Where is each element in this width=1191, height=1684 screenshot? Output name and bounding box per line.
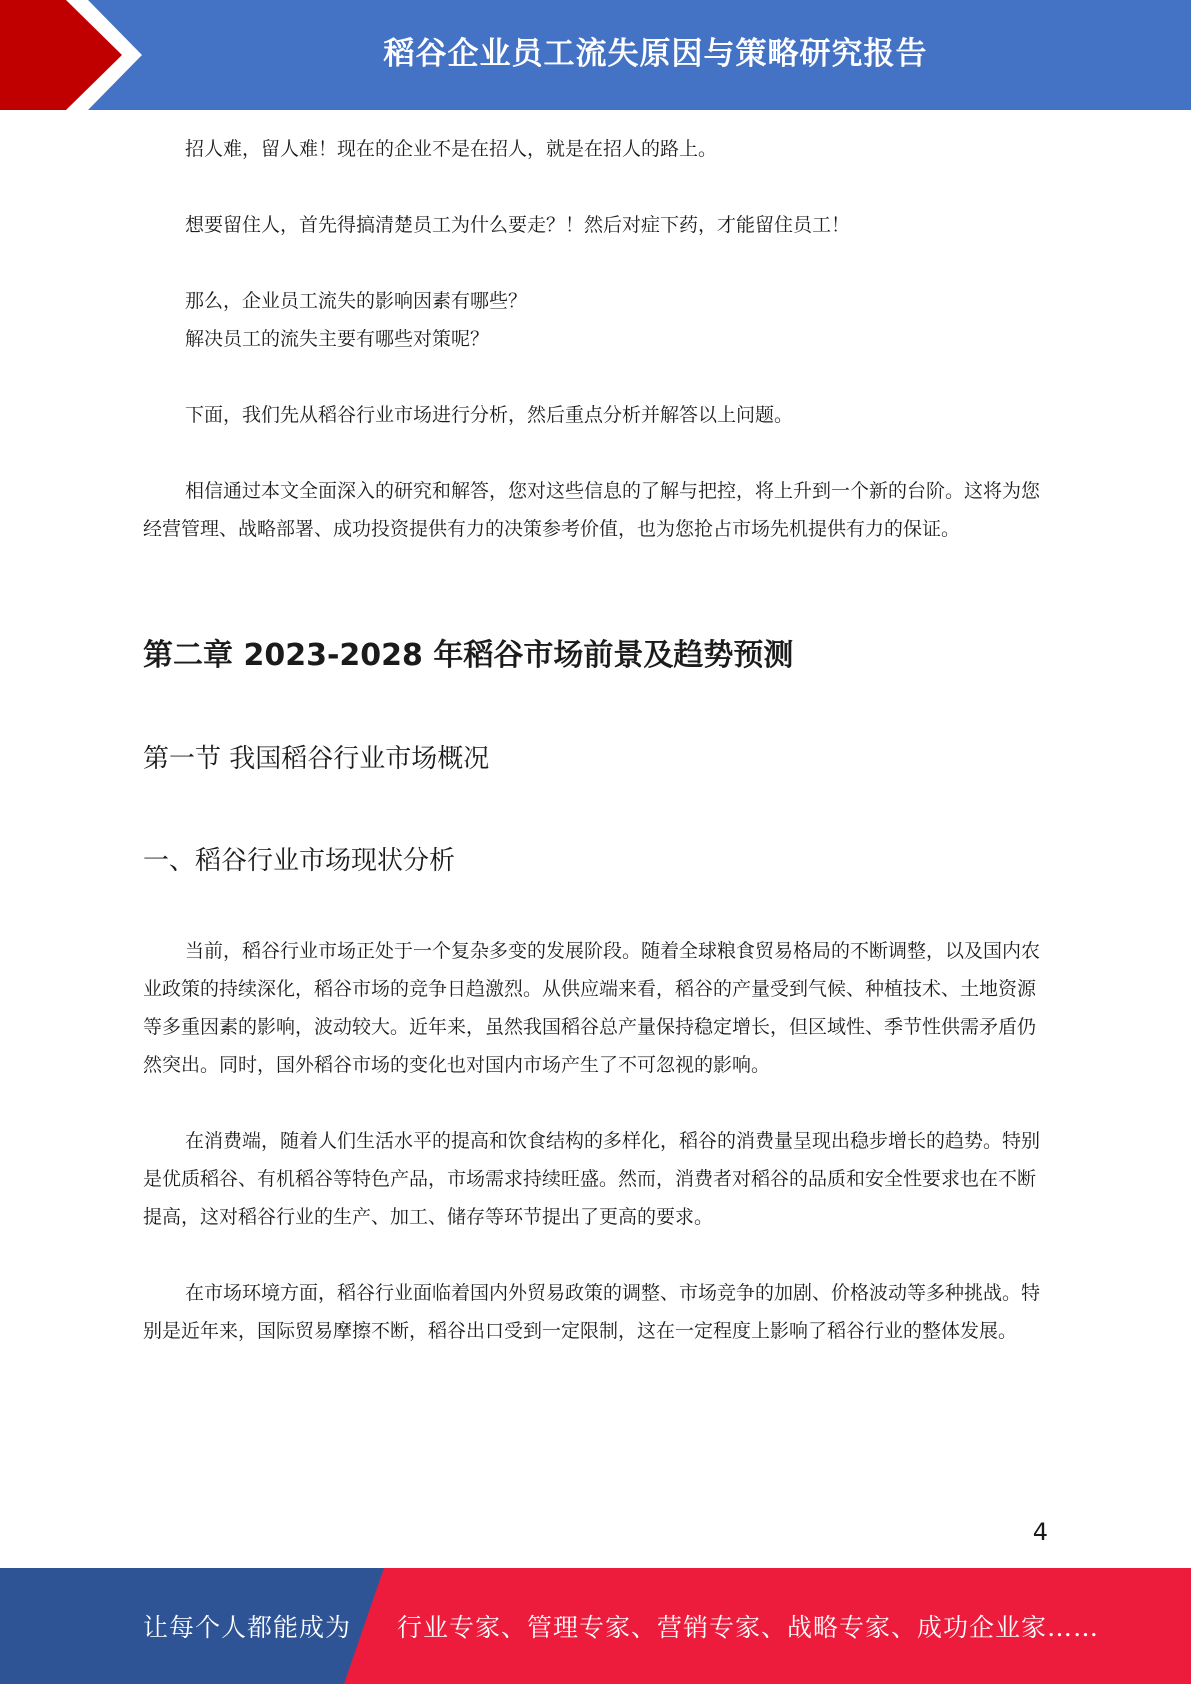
intro-paragraph: 招人难，留人难！现在的企业不是在招人，就是在招人的路上。 bbox=[185, 138, 718, 160]
intro-paragraph: 想要留住人，首先得搞清楚员工为什么要走？！然后对症下药，才能留住员工！ bbox=[185, 214, 851, 236]
body-section bbox=[143, 932, 1045, 1350]
body-paragraph: 当前，稻谷行业市场正处于一个复杂多变的发展阶段。随着全球粮食贸易格局的不断调整，以及国内农业政策的持续深化，稻谷市场的竞争日趋激烈。从供应端来看，稻谷的产量受到气候、种植技术、土地资源等多重因素的影响，波动较大。近年来，虽然我国稻谷总产量保持稳定增长，但区域性、季节性供需矛盾仍然突出。同时，国外稻谷市场的变化也对国内市场产生了不可忽视的影响。 bbox=[143, 940, 1041, 1076]
intro-section bbox=[143, 130, 1045, 548]
intro-paragraph: 解决员工的流失主要有哪些对策呢？ bbox=[185, 328, 490, 350]
footer-slogan-right: 行业专家、管理专家、营销专家、战略专家、成功企业家…… bbox=[397, 1613, 1100, 1642]
intro-paragraph: 下面，我们先从稻谷行业市场进行分析，然后重点分析并解答以上问题。 bbox=[185, 404, 794, 426]
chapter-heading: 第二章 2023-2028 年稻谷市场前景及趋势预测 bbox=[143, 638, 794, 673]
section-heading: 第一节 我国稻谷行业市场概况 bbox=[143, 744, 490, 774]
report-title: 稻谷企业员工流失原因与策略研究报告 bbox=[383, 35, 928, 72]
page-number: 4 bbox=[1032, 1518, 1048, 1546]
footer-slogan-left: 让每个人都能成为 bbox=[143, 1613, 352, 1642]
subsection-heading: 一、稻谷行业市场现状分析 bbox=[143, 846, 456, 876]
footer-banner bbox=[0, 1568, 1191, 1684]
body-paragraph: 在消费端，随着人们生活水平的提高和饮食结构的多样化，稻谷的消费量呈现出稳步增长的趋势。特别是优质稻谷、有机稻谷等特色产品，市场需求持续旺盛。然而，消费者对稻谷的品质和安全性要求也在不断提高，这对稻谷行业的生产、加工、储存等环节提出了更高的要求。 bbox=[143, 1130, 1041, 1228]
header-banner bbox=[0, 0, 1191, 110]
body-paragraph: 在市场环境方面，稻谷行业面临着国内外贸易政策的调整、市场竞争的加剧、价格波动等多种挑战。特别是近年来，国际贸易摩擦不断，稻谷出口受到一定限制，这在一定程度上影响了稻谷行业的整体发展。 bbox=[143, 1282, 1041, 1342]
intro-paragraph: 那么，企业员工流失的影响因素有哪些？ bbox=[185, 290, 528, 312]
intro-paragraph: 相信通过本文全面深入的研究和解答，您对这些信息的了解与把控，将上升到一个新的台阶。这将为您经营管理、战略部署、成功投资提供有力的决策参考价值，也为您抢占市场先机提供有力的保证。 bbox=[143, 480, 1041, 540]
